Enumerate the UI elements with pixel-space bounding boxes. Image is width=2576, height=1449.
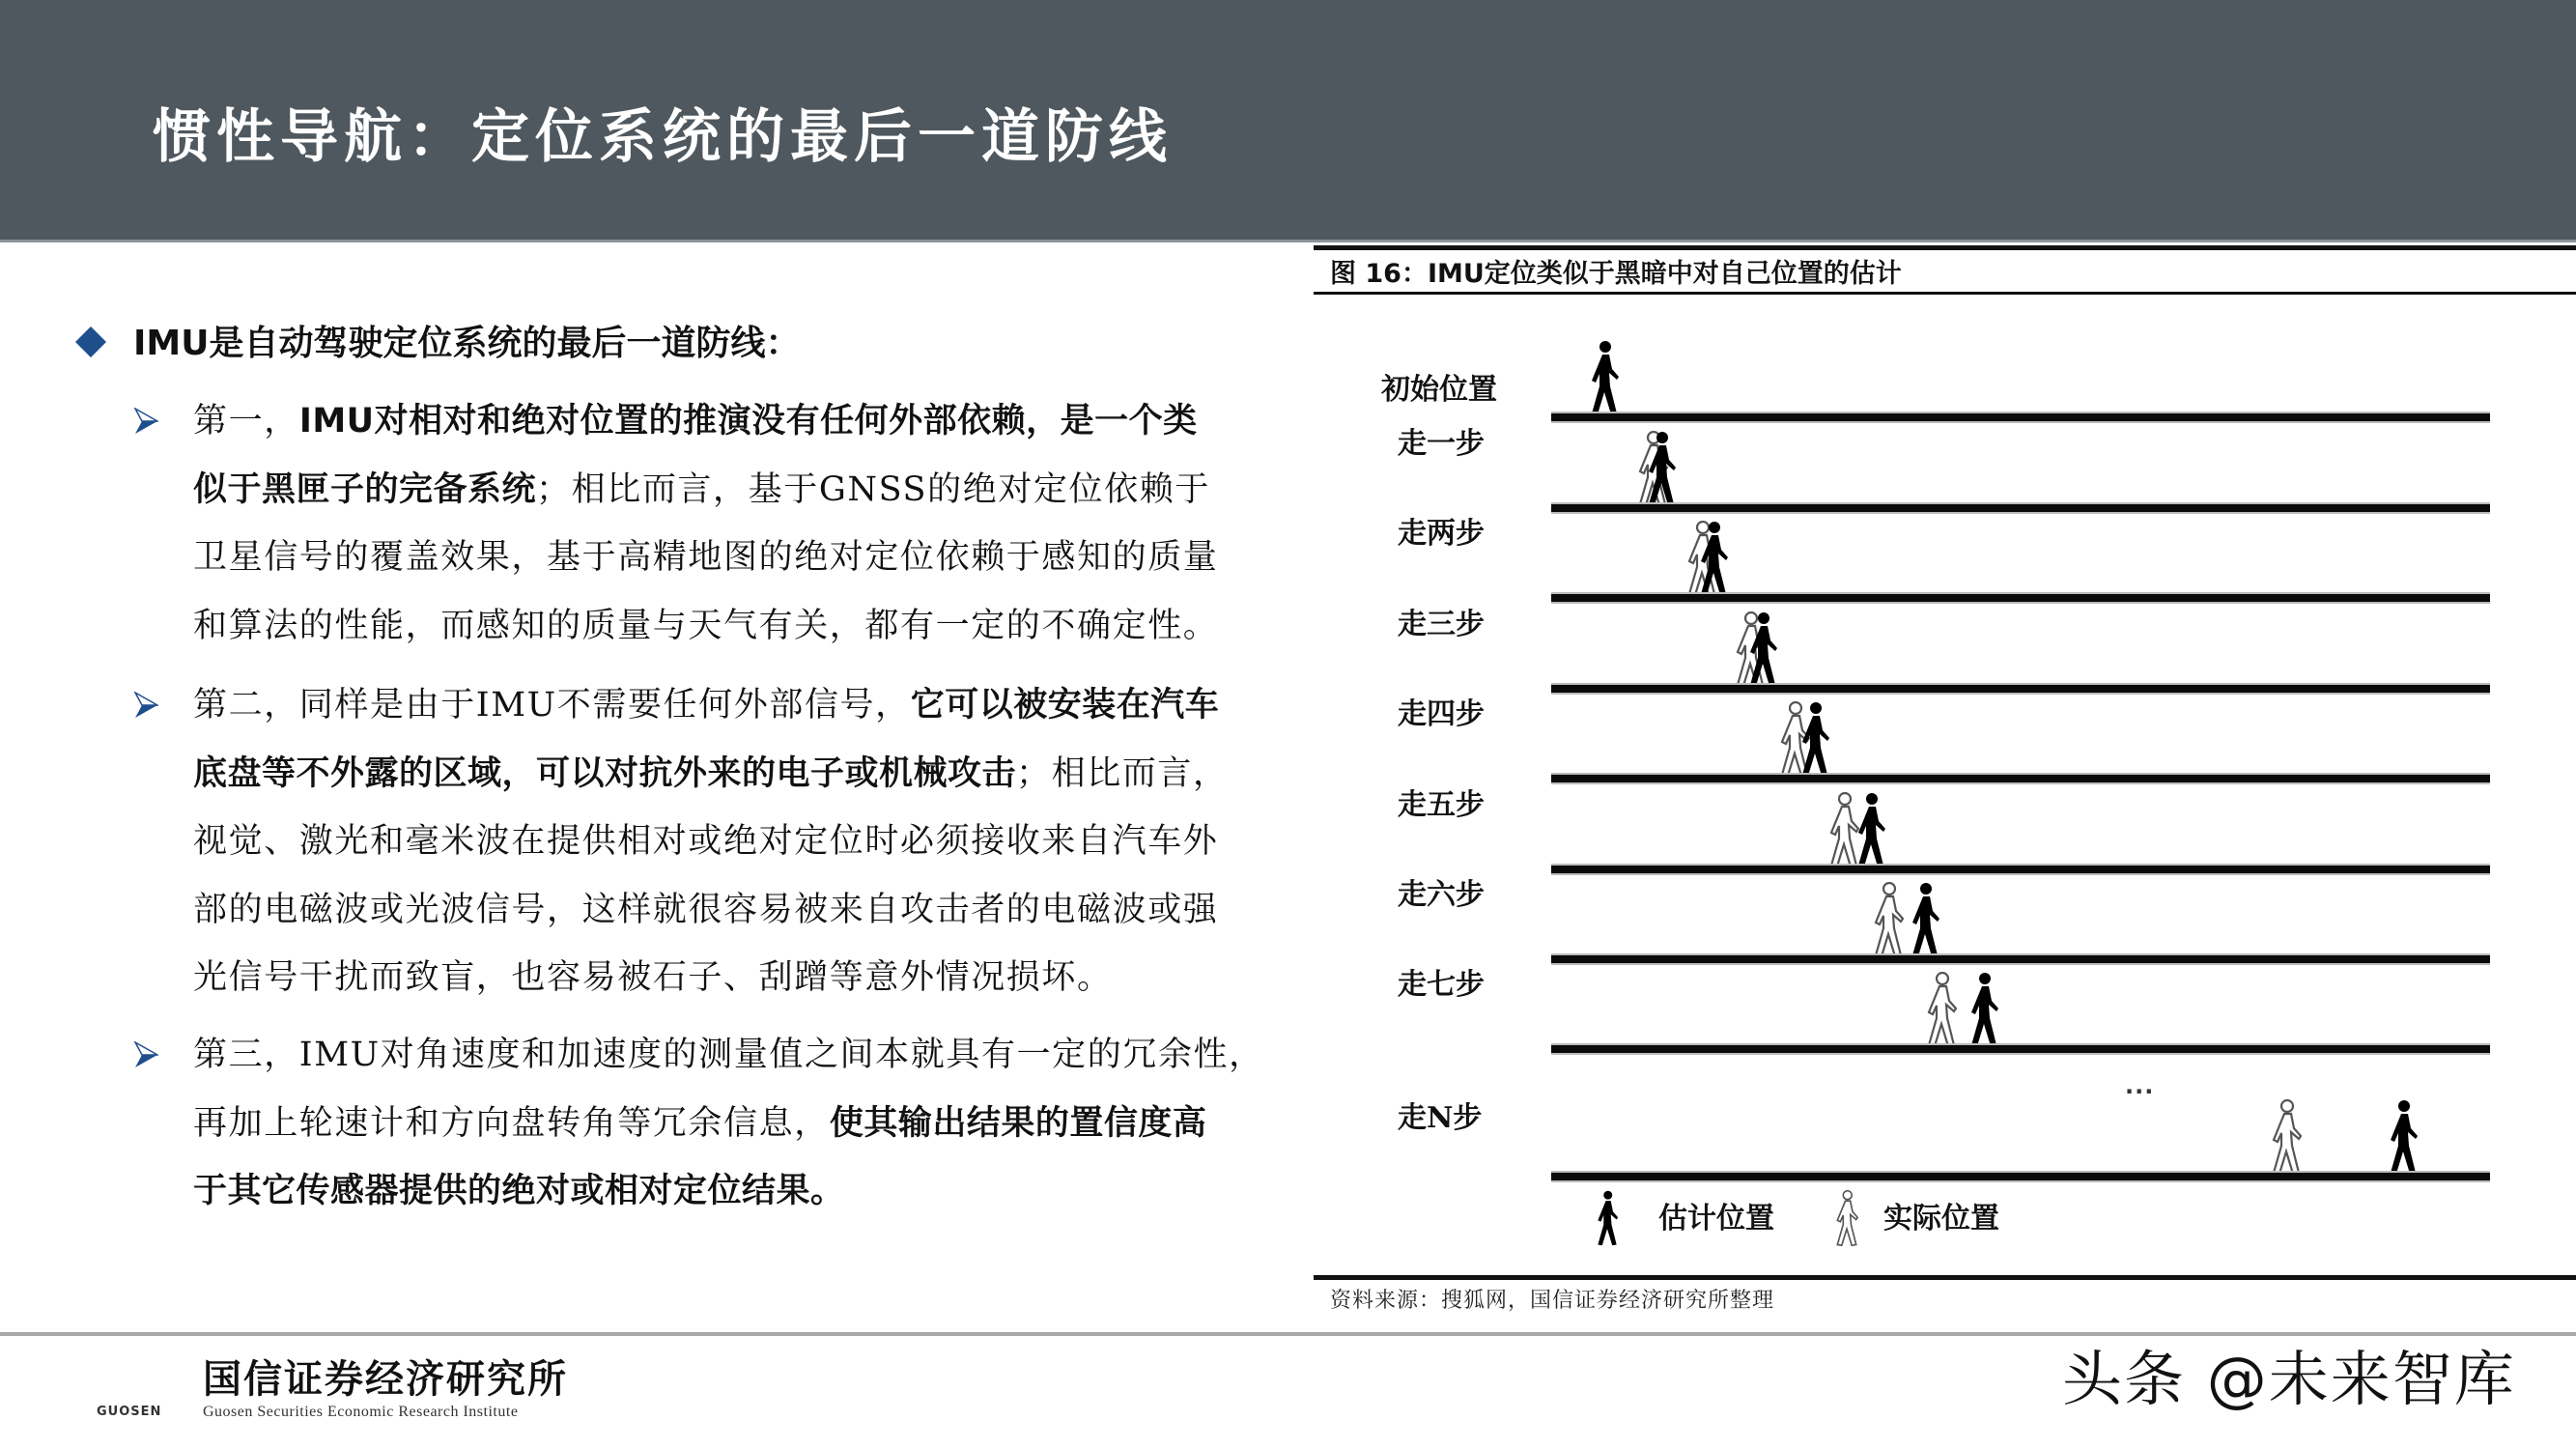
text-line [193, 524, 1299, 592]
ground-line [1551, 594, 2490, 602]
ellipsis: ... [2125, 1072, 2155, 1099]
row-label: 走五步 [1398, 788, 1485, 822]
arrow-bullet-icon [133, 1041, 158, 1068]
figure-title-rule [1314, 292, 2576, 295]
emphasis-text: 底盘等不外露的区域，可以对抗外来的电子或机械攻击 [193, 753, 1017, 793]
estimated-walker-icon [1741, 611, 1785, 687]
logo-mark: GUOSEN [97, 1405, 162, 1419]
legend-estimated: 估计位置 [1658, 1202, 1774, 1236]
text-line [193, 944, 1299, 1012]
estimated-walker-icon [2381, 1099, 2425, 1175]
estimated-walker-icon [1582, 340, 1627, 415]
figure-top-rule [1314, 245, 2576, 250]
body-text: 部的电磁波或光波信号，这样就很容易被来自攻击者的电磁波或强 [193, 890, 1219, 929]
body-text: 和算法的性能，而感知的质量与天气有关，都有一定的不确定性。 [193, 606, 1219, 645]
section-heading: IMU是自动驾驶定位系统的最后一道防线： [133, 324, 801, 363]
figure-panel [1314, 245, 2576, 1335]
logo-chinese: 国信证券经济研究所 [203, 1356, 568, 1402]
estimated-walker-icon [1691, 521, 1736, 596]
row-label: 走三步 [1398, 608, 1485, 641]
text-line [193, 808, 1299, 876]
estimated-walker-icon [1903, 882, 1947, 957]
text-line [193, 740, 1299, 809]
emphasis-text: 似于黑匣子的完备系统 [193, 469, 537, 509]
text-line [193, 387, 1299, 456]
body-text: 第一， [193, 402, 299, 440]
text-line [193, 456, 1299, 525]
ground-line [1551, 955, 2490, 963]
body-text: 卫星信号的覆盖效果，基于高精地图的绝对定位依赖于感知的质量 [193, 538, 1219, 577]
ground-line [1551, 1173, 2490, 1180]
ground-line [1551, 775, 2490, 782]
text-line [193, 876, 1299, 945]
figure-title: 图 16：IMU定位类似于黑暗中对自己位置的估计 [1330, 259, 1902, 289]
figure-source: 资料来源：搜狐网，国信证券经济研究所整理 [1330, 1289, 1775, 1313]
watermark: 头条 @未来智库 [2062, 1344, 2516, 1414]
estimated-walker-icon [1639, 431, 1684, 506]
figure-bottom-rule [1314, 1275, 2576, 1280]
body-text: 光信号干扰而致盲，也容易被石子、刮蹭等意外情况损坏。 [193, 958, 1113, 997]
body-text: 第二，同样是由于IMU不需要任何外部信号， [193, 686, 911, 724]
text-line [193, 1021, 1299, 1090]
ground-line [1551, 685, 2490, 693]
row-label: 初始位置 [1381, 373, 1497, 407]
actual-walker-icon [1827, 1190, 1866, 1246]
diamond-bullet-icon [75, 327, 106, 357]
actual-walker-icon [2264, 1099, 2308, 1175]
text-line [193, 671, 1299, 740]
arrow-bullet-icon [133, 692, 158, 719]
page-title: 惯性导航：定位系统的最后一道防线 [153, 103, 1173, 171]
body-text: ；相比而言， [1016, 753, 1229, 793]
row-label: 走六步 [1398, 878, 1485, 912]
actual-walker-icon [1919, 972, 1964, 1047]
point-2 [193, 671, 1299, 1012]
row-label: 走一步 [1398, 427, 1485, 461]
body-text: 视觉、激光和毫米波在提供相对或绝对定位时必须接收来自汽车外 [193, 822, 1219, 861]
logo-english: Guosen Securities Economic Research Institute [203, 1404, 519, 1420]
estimated-walker-icon [1849, 792, 1893, 867]
text-line [193, 1090, 1299, 1158]
text-line [193, 592, 1299, 661]
point-1 [193, 387, 1299, 660]
text-line [193, 1157, 1299, 1226]
arrow-bullet-icon [133, 408, 158, 435]
estimated-walker-icon [1962, 972, 2006, 1047]
row-label: 走四步 [1398, 697, 1485, 731]
row-label: 走N步 [1398, 1101, 1483, 1135]
ground-line [1551, 413, 2490, 421]
estimated-walker-icon [1588, 1190, 1627, 1246]
footer-divider [0, 1332, 2576, 1336]
ground-line [1551, 866, 2490, 873]
legend-actual: 实际位置 [1883, 1202, 1999, 1236]
emphasis-text: 它可以被安装在汽车 [910, 686, 1220, 724]
row-label: 走两步 [1398, 517, 1485, 551]
body-text: 第三，IMU对角速度和加速度的测量值之间本就具有一定的冗余性， [193, 1036, 1264, 1074]
emphasis-text: 使其输出结果的置信度高 [829, 1103, 1207, 1143]
estimated-walker-icon [1793, 701, 1837, 777]
title-banner [0, 0, 2576, 242]
point-3 [193, 1021, 1299, 1226]
ground-line [1551, 1045, 2490, 1053]
body-text: ；相比而言，基于GNSS的绝对定位依赖于 [536, 469, 1210, 509]
body-text: 再加上轮速计和方向盘转角等冗余信息， [193, 1103, 830, 1143]
emphasis-text: IMU对相对和绝对位置的推演没有任何外部依赖，是一个类 [298, 402, 1198, 440]
row-label: 走七步 [1398, 968, 1485, 1002]
ground-line [1551, 504, 2490, 512]
emphasis-text: 于其它传感器提供的绝对或相对定位结果。 [193, 1172, 845, 1210]
